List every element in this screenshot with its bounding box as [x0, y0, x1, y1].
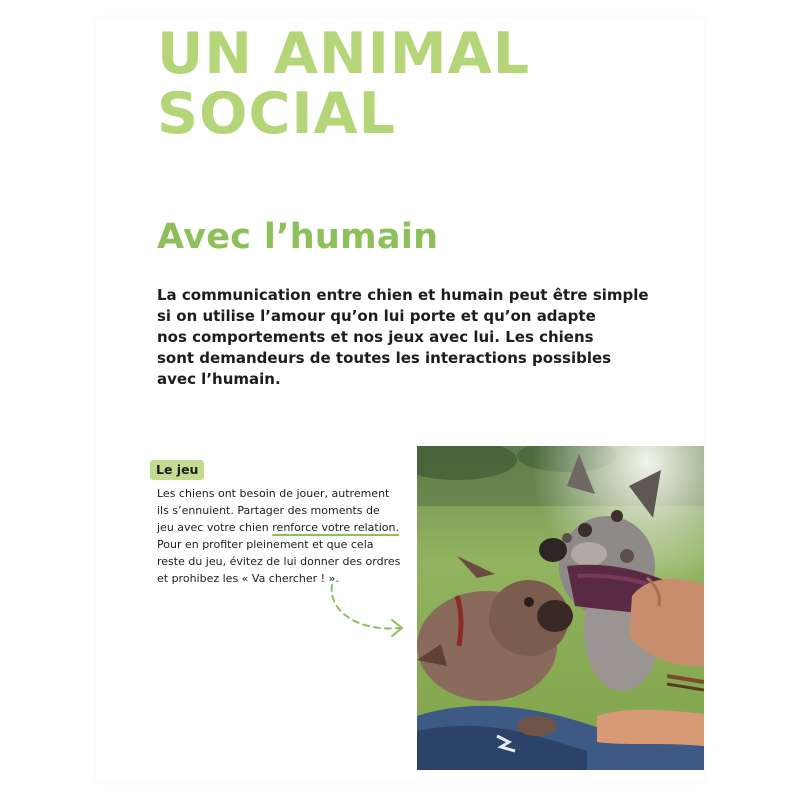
intro-line: si on utilise l’amour qu’on lui porte et qu’on adapte: [157, 307, 596, 325]
intro-paragraph: [157, 285, 657, 390]
callout-line: ils s’ennuient. Partager des moments de: [157, 504, 380, 517]
dashed-curved-arrow-icon: [320, 580, 412, 650]
photo-illustration: [417, 446, 704, 770]
intro-line: nos comportements et nos jeux avec lui. Les chiens: [157, 328, 594, 346]
intro-line: avec l’humain.: [157, 370, 281, 388]
callout-text: [157, 485, 400, 587]
section-heading: Avec l’humain: [157, 217, 439, 257]
callout-line: et prohibez les « Va chercher ! ».: [157, 572, 339, 585]
callout-line: reste du jeu, évitez de lui donner des ordres: [157, 555, 401, 568]
page-title: [157, 21, 531, 147]
page-title-line-1: UN ANIMAL: [157, 21, 531, 87]
callout-label: Le jeu: [150, 460, 204, 480]
callout-line: Pour en profiter pleinement et que cela: [157, 538, 374, 551]
dogs-playing-photo: [417, 446, 704, 770]
callout-line-prefix: jeu avec votre chien: [157, 521, 273, 534]
callout-line-highlighted: [157, 519, 400, 536]
highlight-phrase: renforce votre relation.: [272, 521, 399, 534]
callout-line: Les chiens ont besoin de jouer, autrement: [157, 487, 390, 500]
intro-line: sont demandeurs de toutes les interactions possibles: [157, 349, 612, 367]
intro-line: La communication entre chien et humain peut être simple: [157, 286, 649, 304]
page-title-line-2: SOCIAL: [157, 81, 396, 147]
